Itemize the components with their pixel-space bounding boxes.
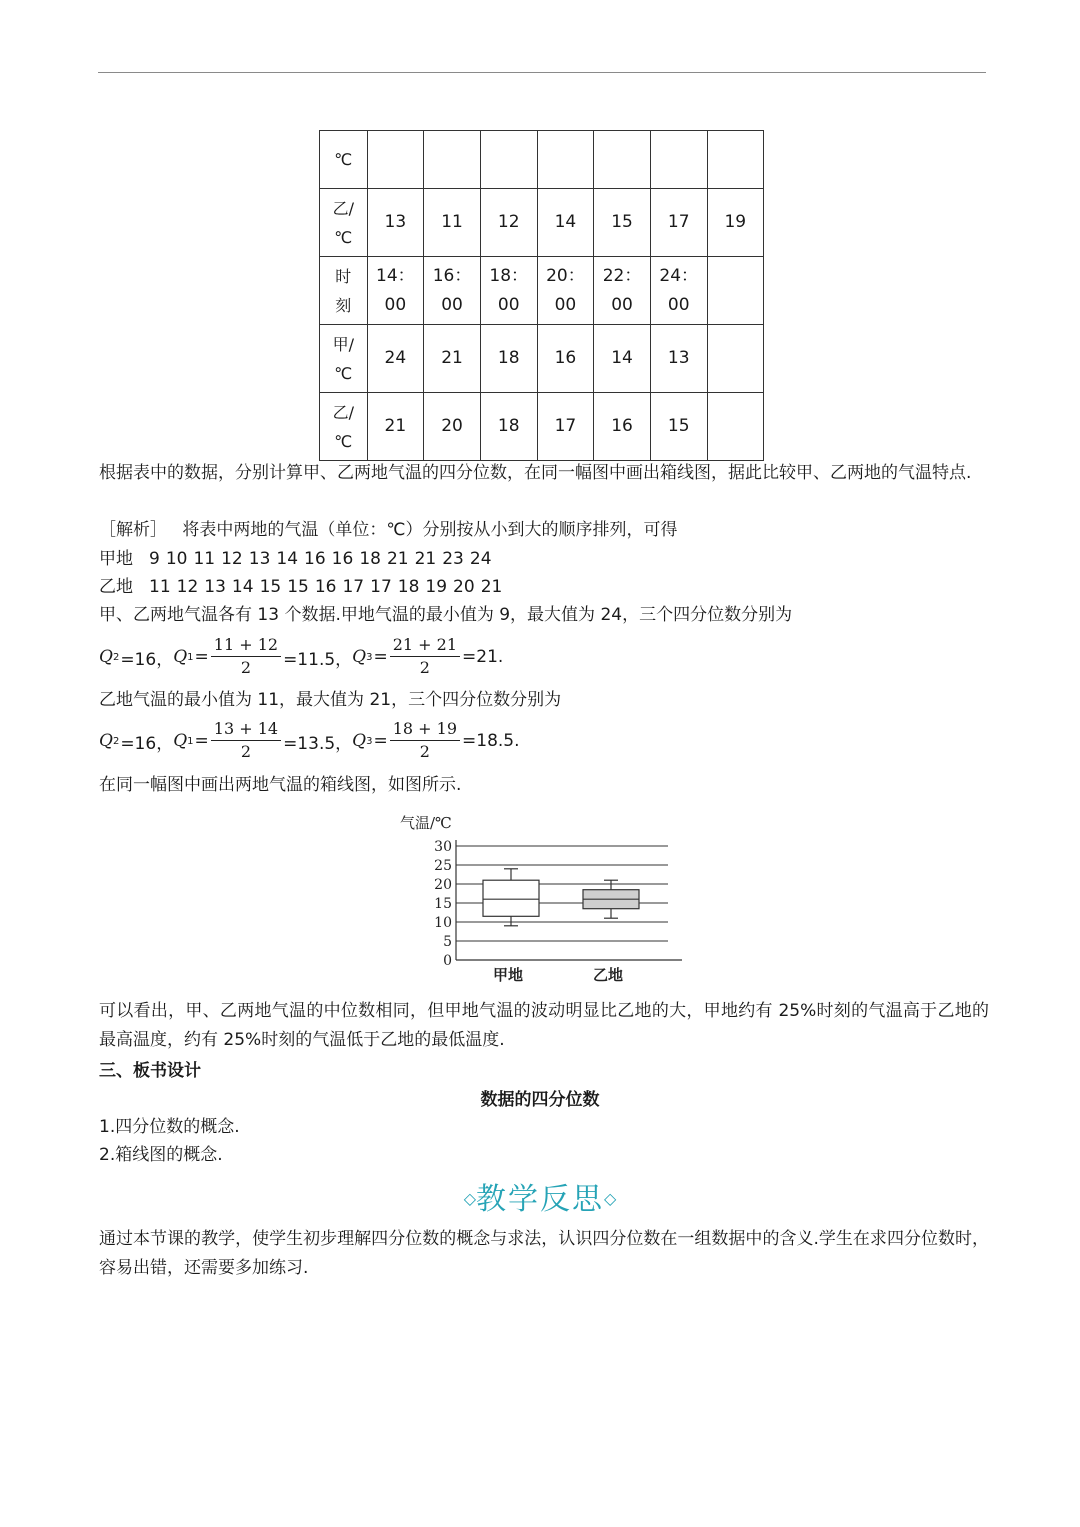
value-item: 18 <box>397 577 420 597</box>
value-item: 9 <box>149 549 160 569</box>
table-cell: 24 <box>367 325 424 393</box>
table-cell: 17 <box>650 189 707 257</box>
header-text: 乙/ <box>332 198 354 218</box>
y-tick-label: 30 <box>434 839 452 855</box>
value-item: 11 <box>149 577 171 597</box>
analysis-intro: 将表中两地的气温（单位：℃）分别按从小到大的顺序排列，可得 <box>182 520 678 540</box>
row-header <box>320 393 368 461</box>
q2-subscript: 2 <box>112 735 120 747</box>
table-row <box>320 189 764 257</box>
table-row <box>320 325 764 393</box>
jia-quartile-formula: Q 2 =16， Q 1 = $\frac{11 + 12}{2}$ =11.5， Q 3 = $\frac{21 + 21}{2}$ =21. <box>99 635 504 677</box>
value-item: 15 <box>259 577 282 597</box>
cell-text: 00 <box>667 294 690 315</box>
table-cell: 18 <box>480 325 537 393</box>
value-item: 20 <box>453 577 475 597</box>
cell-text: 18： <box>489 265 529 286</box>
q3-symbol: Q <box>352 731 367 751</box>
cell-text: 00 <box>497 294 520 315</box>
boxplot-chart <box>396 812 696 987</box>
value-item: 21 <box>414 549 437 569</box>
yi-summary: 乙地气温的最小值为 11，最大值为 21，三个四分位数分别为 <box>99 690 562 710</box>
value-item: 12 <box>221 549 243 569</box>
table-cell: 12 <box>480 189 537 257</box>
row-header <box>320 131 368 189</box>
value-item: 11 <box>193 549 216 569</box>
value-item: 19 <box>425 577 448 597</box>
header-text: 刻 <box>335 295 352 315</box>
table-cell: 15 <box>594 189 651 257</box>
y-tick-label: 10 <box>434 915 452 931</box>
cell-text: 00 <box>441 294 463 315</box>
table-row <box>320 131 764 189</box>
q2-value: =16， <box>120 733 174 754</box>
y-axis-label: 气温/℃ <box>400 814 452 832</box>
q3-subscript: 3 <box>366 651 373 663</box>
table-cell <box>424 257 481 325</box>
value-item: 17 <box>370 577 392 597</box>
q2-value: =16， <box>120 649 174 670</box>
draw-instruction: 在同一幅图中画出两地气温的箱线图，如图所示. <box>99 775 462 795</box>
table-cell <box>424 131 481 189</box>
value-item: 15 <box>287 577 309 597</box>
q1-symbol: Q <box>173 647 188 667</box>
header-text: 时 <box>335 266 352 286</box>
value-item: 14 <box>276 549 299 569</box>
value-item: 14 <box>231 577 254 597</box>
q2-symbol: Q <box>99 647 113 667</box>
table-cell: 16 <box>594 393 651 461</box>
row-header <box>320 257 368 325</box>
q3-value: =21. <box>462 647 504 667</box>
table-cell: 13 <box>650 325 707 393</box>
board-title: 数据的四分位数 <box>480 1090 600 1110</box>
question-text: 根据表中的数据，分别计算甲、乙两地气温的四分位数，在同一幅图中画出箱线图，据此比较甲、乙两地的气温特点. <box>99 463 972 483</box>
table-cell <box>537 131 594 189</box>
table-cell: 15 <box>650 393 707 461</box>
table-cell <box>537 257 594 325</box>
table-cell <box>367 257 424 325</box>
table-cell <box>480 257 537 325</box>
value-item: 16 <box>314 577 337 597</box>
table-row <box>320 393 764 461</box>
diamond-icon: ◇ <box>604 1189 617 1208</box>
cell-text: 14： <box>376 265 415 286</box>
cell-text: 24： <box>659 265 699 286</box>
header-text: 甲/ <box>332 334 354 354</box>
reflection-heading <box>0 1178 1080 1221</box>
cell-text: 00 <box>611 294 633 315</box>
jia-sorted-row <box>99 545 504 573</box>
table-cell <box>594 131 651 189</box>
y-tick-label: 25 <box>434 858 452 874</box>
yi-sorted-row <box>99 573 514 601</box>
box-0 <box>483 880 539 916</box>
table-cell <box>707 325 763 393</box>
table-cell: 16 <box>537 325 594 393</box>
q1-subscript: 1 <box>187 735 194 747</box>
analysis-line <box>99 516 678 544</box>
value-item: 23 <box>442 549 464 569</box>
cell-text: 20： <box>546 265 585 286</box>
diamond-icon: ◇ <box>463 1189 476 1208</box>
q1-fraction: $\frac{11 + 12}{2}$ <box>211 635 281 679</box>
q3-symbol: Q <box>352 647 367 667</box>
table-cell: 19 <box>707 189 763 257</box>
cell-text: 22： <box>602 265 642 286</box>
value-item: 24 <box>469 549 492 569</box>
value-item: 10 <box>165 549 188 569</box>
cell-text: 16： <box>432 265 472 286</box>
value-item: 13 <box>204 577 226 597</box>
table-cell <box>650 131 707 189</box>
q3-value: =18.5. <box>462 731 520 751</box>
table-cell: 17 <box>537 393 594 461</box>
header-text: ℃ <box>334 363 353 383</box>
analysis-tag: ［解析］ <box>99 520 167 540</box>
table-cell: 14 <box>537 189 594 257</box>
header-text: ℃ <box>334 150 353 169</box>
q1-symbol: Q <box>173 731 188 751</box>
table-cell: 18 <box>480 393 537 461</box>
q3-fraction: $\frac{18 + 19}{2}$ <box>390 719 460 763</box>
cell-text: 00 <box>554 294 577 315</box>
yi-values <box>149 577 508 597</box>
value-item: 13 <box>248 549 271 569</box>
yi-quartile-formula: Q 2 =16， Q 1 = $\frac{13 + 14}{2}$ =13.5， Q 3 = $\frac{18 + 19}{2}$ =18.5. <box>99 719 520 761</box>
reflection-title: 教学反思 <box>476 1182 604 1217</box>
table-cell: 13 <box>367 189 424 257</box>
table-cell <box>480 131 537 189</box>
value-item: 21 <box>386 549 409 569</box>
header-text: ℃ <box>334 227 353 247</box>
table-cell: 11 <box>424 189 481 257</box>
y-tick-label: 20 <box>434 877 452 893</box>
table-cell <box>707 131 763 189</box>
yi-label: 乙地 <box>99 577 133 597</box>
board-item-2: 2.箱线图的概念. <box>99 1145 223 1165</box>
value-item: 16 <box>304 549 326 569</box>
row-header <box>320 325 368 393</box>
table-row <box>320 257 764 325</box>
q3-subscript: 3 <box>366 735 373 747</box>
q1-fraction: $\frac{13 + 14}{2}$ <box>211 719 281 763</box>
y-tick-label: 0 <box>443 953 452 969</box>
header-rule <box>98 72 986 73</box>
table-cell <box>367 131 424 189</box>
table-cell <box>594 257 651 325</box>
table-cell <box>650 257 707 325</box>
q2-symbol: Q <box>99 731 113 751</box>
table-cell: 21 <box>424 325 481 393</box>
x-category-label: 甲地 <box>492 966 524 984</box>
q1-value: =11.5， <box>283 649 353 670</box>
table-cell <box>707 393 763 461</box>
table-cell: 14 <box>594 325 651 393</box>
cell-text: 00 <box>384 294 407 315</box>
q3-fraction: $\frac{21 + 21}{2}$ <box>390 635 460 679</box>
jia-values <box>149 549 498 569</box>
x-category-label: 乙地 <box>592 966 624 984</box>
board-item-1: 1.四分位数的概念. <box>99 1117 240 1137</box>
y-tick-label: 5 <box>443 934 452 950</box>
temperature-table <box>319 130 764 461</box>
q2-subscript: 2 <box>112 651 120 663</box>
table-cell: 20 <box>424 393 481 461</box>
conclusion-text: 可以看出，甲、乙两地气温的中位数相同，但甲地气温的波动明显比乙地的大，甲地约有 25%时刻的气温高于乙地的最高温度，约有 25%时刻的气温低于乙地的最低温度. <box>99 1001 989 1050</box>
header-text: ℃ <box>334 431 353 451</box>
jia-summary: 甲、乙两地气温各有 13 个数据.甲地气温的最小值为 9，最大值为 24，三个四分位数分别为 <box>99 605 793 625</box>
value-item: 12 <box>176 577 199 597</box>
value-item: 17 <box>342 577 365 597</box>
header-text: 乙/ <box>332 402 354 422</box>
section-three-heading: 三、板书设计 <box>99 1061 201 1081</box>
jia-label: 甲地 <box>99 549 133 569</box>
reflection-body: 通过本节课的教学，使学生初步理解四分位数的概念与求法，认识四分位数在一组数据中的含义.学生在求四分位数时，容易出错，还需要多加练习. <box>99 1229 989 1278</box>
value-item: 21 <box>480 577 503 597</box>
table-cell: 21 <box>367 393 424 461</box>
value-item: 18 <box>359 549 381 569</box>
value-item: 16 <box>331 549 354 569</box>
y-tick-label: 15 <box>434 896 452 912</box>
row-header <box>320 189 368 257</box>
q1-subscript: 1 <box>187 651 194 663</box>
table-cell <box>707 257 763 325</box>
q1-value: =13.5， <box>283 733 353 754</box>
